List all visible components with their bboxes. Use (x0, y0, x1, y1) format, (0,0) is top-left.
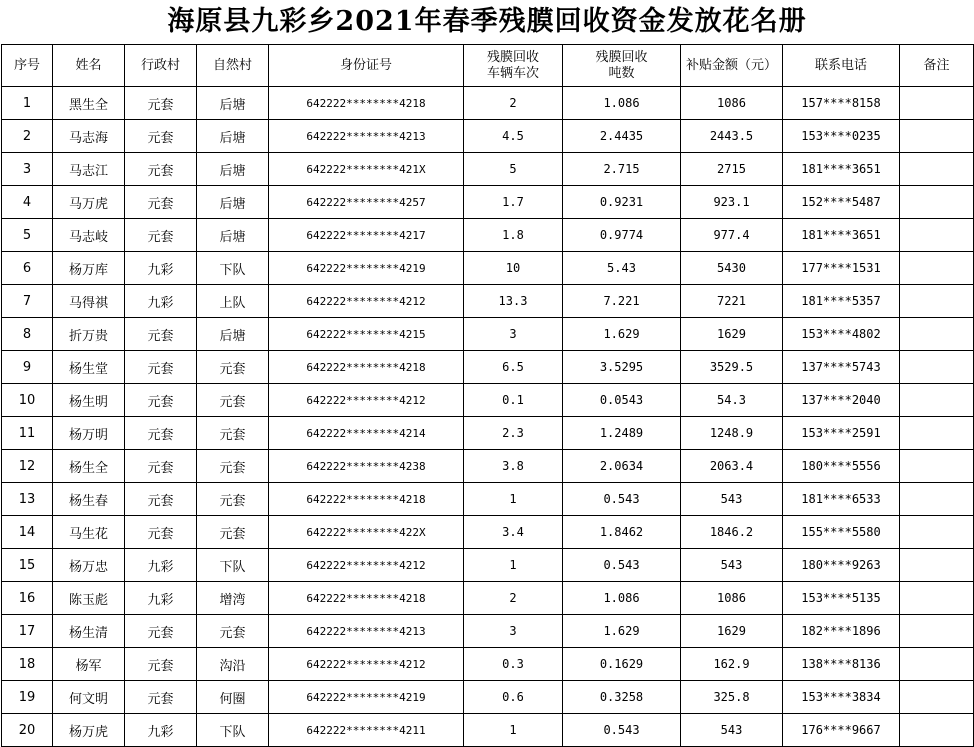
cell-natural-village: 后塘 (197, 153, 269, 186)
cell-phone: 180****5556 (783, 450, 900, 483)
cell-subsidy: 5430 (681, 252, 783, 285)
cell-subsidy: 1629 (681, 318, 783, 351)
cell-trips: 1.7 (464, 186, 563, 219)
table-row (2, 351, 974, 384)
cell-natural-village: 何圈 (197, 681, 269, 714)
cell-tons: 1.8462 (563, 516, 681, 549)
cell-phone: 152****5487 (783, 186, 900, 219)
cell-phone: 181****3651 (783, 153, 900, 186)
cell-tons: 0.3258 (563, 681, 681, 714)
cell-id-number: 642222********4218 (269, 483, 464, 516)
table-row (2, 714, 974, 747)
header-tons-line2: 吨数 (608, 65, 635, 81)
table-row (2, 450, 974, 483)
cell-trips: 3.8 (464, 450, 563, 483)
cell-name: 马志江 (53, 153, 125, 186)
cell-index: 14 (2, 516, 53, 549)
header-tons (563, 45, 681, 87)
cell-index: 13 (2, 483, 53, 516)
cell-trips: 2.3 (464, 417, 563, 450)
cell-id-number: 642222********4219 (269, 681, 464, 714)
header-subsidy: 补贴金额（元） (681, 45, 783, 87)
cell-trips: 1.8 (464, 219, 563, 252)
cell-tons: 7.221 (563, 285, 681, 318)
cell-trips: 3.4 (464, 516, 563, 549)
cell-id-number: 642222********4257 (269, 186, 464, 219)
cell-remark (900, 186, 974, 219)
cell-tons: 1.629 (563, 615, 681, 648)
cell-id-number: 642222********4215 (269, 318, 464, 351)
cell-id-number: 642222********4213 (269, 120, 464, 153)
cell-trips: 13.3 (464, 285, 563, 318)
cell-admin-village: 元套 (125, 351, 197, 384)
cell-natural-village: 后塘 (197, 87, 269, 120)
cell-name: 马万虎 (53, 186, 125, 219)
table-row (2, 252, 974, 285)
cell-subsidy: 325.8 (681, 681, 783, 714)
cell-id-number: 642222********4214 (269, 417, 464, 450)
cell-name: 何文明 (53, 681, 125, 714)
cell-remark (900, 351, 974, 384)
cell-index: 19 (2, 681, 53, 714)
cell-trips: 2 (464, 582, 563, 615)
cell-index: 11 (2, 417, 53, 450)
cell-id-number: 642222********4218 (269, 351, 464, 384)
cell-natural-village: 下队 (197, 549, 269, 582)
cell-phone: 181****3651 (783, 219, 900, 252)
cell-id-number: 642222********422X (269, 516, 464, 549)
cell-tons: 0.9774 (563, 219, 681, 252)
cell-subsidy: 2443.5 (681, 120, 783, 153)
cell-natural-village: 元套 (197, 417, 269, 450)
table-row (2, 549, 974, 582)
cell-id-number: 642222********421X (269, 153, 464, 186)
header-tons-line1: 残膜回收 (595, 49, 648, 65)
cell-index: 20 (2, 714, 53, 747)
header-admin-village: 行政村 (125, 45, 197, 87)
cell-remark (900, 285, 974, 318)
cell-trips: 5 (464, 153, 563, 186)
cell-remark (900, 648, 974, 681)
cell-admin-village: 元套 (125, 615, 197, 648)
header-trips-line2: 车辆车次 (486, 65, 539, 81)
cell-admin-village: 九彩 (125, 252, 197, 285)
cell-remark (900, 318, 974, 351)
cell-trips: 0.6 (464, 681, 563, 714)
cell-name: 杨生春 (53, 483, 125, 516)
cell-name: 杨万明 (53, 417, 125, 450)
table-row (2, 516, 974, 549)
cell-subsidy: 543 (681, 549, 783, 582)
table-row (2, 582, 974, 615)
cell-trips: 10 (464, 252, 563, 285)
cell-remark (900, 483, 974, 516)
cell-natural-village: 后塘 (197, 318, 269, 351)
cell-tons: 1.086 (563, 582, 681, 615)
cell-remark (900, 582, 974, 615)
cell-name: 黑生全 (53, 87, 125, 120)
cell-natural-village: 元套 (197, 615, 269, 648)
cell-trips: 4.5 (464, 120, 563, 153)
cell-index: 4 (2, 186, 53, 219)
cell-phone: 181****5357 (783, 285, 900, 318)
cell-subsidy: 1086 (681, 87, 783, 120)
cell-subsidy: 543 (681, 714, 783, 747)
cell-trips: 0.3 (464, 648, 563, 681)
header-trips (464, 45, 563, 87)
cell-admin-village: 元套 (125, 318, 197, 351)
cell-subsidy: 3529.5 (681, 351, 783, 384)
cell-natural-village: 元套 (197, 450, 269, 483)
cell-name: 杨万忠 (53, 549, 125, 582)
table-body (2, 87, 974, 747)
cell-id-number: 642222********4212 (269, 549, 464, 582)
cell-tons: 0.9231 (563, 186, 681, 219)
cell-index: 1 (2, 87, 53, 120)
cell-phone: 137****2040 (783, 384, 900, 417)
header-phone: 联系电话 (783, 45, 900, 87)
cell-tons: 1.2489 (563, 417, 681, 450)
cell-id-number: 642222********4218 (269, 87, 464, 120)
cell-admin-village: 元套 (125, 516, 197, 549)
cell-id-number: 642222********4238 (269, 450, 464, 483)
cell-trips: 1 (464, 549, 563, 582)
cell-phone: 176****9667 (783, 714, 900, 747)
cell-admin-village: 元套 (125, 384, 197, 417)
cell-remark (900, 615, 974, 648)
table-row (2, 384, 974, 417)
cell-tons: 2.0634 (563, 450, 681, 483)
cell-admin-village: 九彩 (125, 714, 197, 747)
header-name: 姓名 (53, 45, 125, 87)
cell-subsidy: 1846.2 (681, 516, 783, 549)
table-row (2, 615, 974, 648)
cell-admin-village: 元套 (125, 417, 197, 450)
cell-natural-village: 后塘 (197, 120, 269, 153)
table-row (2, 483, 974, 516)
cell-subsidy: 2063.4 (681, 450, 783, 483)
cell-tons: 0.1629 (563, 648, 681, 681)
cell-name: 杨生全 (53, 450, 125, 483)
cell-natural-village: 沟沿 (197, 648, 269, 681)
cell-name: 杨万虎 (53, 714, 125, 747)
table-row (2, 681, 974, 714)
cell-tons: 1.629 (563, 318, 681, 351)
cell-subsidy: 1248.9 (681, 417, 783, 450)
cell-admin-village: 元套 (125, 483, 197, 516)
cell-natural-village: 上队 (197, 285, 269, 318)
cell-admin-village: 元套 (125, 87, 197, 120)
cell-name: 杨生清 (53, 615, 125, 648)
cell-trips: 0.1 (464, 384, 563, 417)
cell-remark (900, 120, 974, 153)
cell-admin-village: 九彩 (125, 582, 197, 615)
cell-name: 杨万库 (53, 252, 125, 285)
cell-id-number: 642222********4211 (269, 714, 464, 747)
cell-tons: 0.543 (563, 483, 681, 516)
table-row (2, 120, 974, 153)
cell-natural-village: 增湾 (197, 582, 269, 615)
cell-tons: 1.086 (563, 87, 681, 120)
cell-remark (900, 549, 974, 582)
cell-name: 马得祺 (53, 285, 125, 318)
cell-tons: 0.543 (563, 549, 681, 582)
cell-index: 3 (2, 153, 53, 186)
cell-tons: 0.0543 (563, 384, 681, 417)
table-row (2, 318, 974, 351)
cell-trips: 3 (464, 615, 563, 648)
cell-remark (900, 384, 974, 417)
cell-name: 陈玉彪 (53, 582, 125, 615)
cell-phone: 153****2591 (783, 417, 900, 450)
cell-subsidy: 2715 (681, 153, 783, 186)
cell-natural-village: 后塘 (197, 186, 269, 219)
cell-tons: 0.543 (563, 714, 681, 747)
cell-tons: 2.4435 (563, 120, 681, 153)
cell-phone: 153****4802 (783, 318, 900, 351)
cell-trips: 2 (464, 87, 563, 120)
cell-phone: 155****5580 (783, 516, 900, 549)
cell-admin-village: 九彩 (125, 285, 197, 318)
cell-id-number: 642222********4212 (269, 285, 464, 318)
cell-id-number: 642222********4219 (269, 252, 464, 285)
cell-trips: 1 (464, 714, 563, 747)
cell-remark (900, 681, 974, 714)
header-remark: 备注 (900, 45, 974, 87)
cell-remark (900, 417, 974, 450)
cell-natural-village: 元套 (197, 351, 269, 384)
header-row (2, 45, 974, 87)
cell-subsidy: 543 (681, 483, 783, 516)
cell-phone: 181****6533 (783, 483, 900, 516)
cell-natural-village: 下队 (197, 252, 269, 285)
cell-index: 6 (2, 252, 53, 285)
cell-admin-village: 元套 (125, 120, 197, 153)
cell-subsidy: 7221 (681, 285, 783, 318)
table-row (2, 417, 974, 450)
cell-phone: 157****8158 (783, 87, 900, 120)
table-row (2, 153, 974, 186)
table-row (2, 219, 974, 252)
cell-admin-village: 九彩 (125, 549, 197, 582)
cell-admin-village: 元套 (125, 186, 197, 219)
cell-phone: 153****3834 (783, 681, 900, 714)
cell-subsidy: 1629 (681, 615, 783, 648)
cell-name: 杨生明 (53, 384, 125, 417)
cell-index: 17 (2, 615, 53, 648)
cell-index: 18 (2, 648, 53, 681)
cell-tons: 2.715 (563, 153, 681, 186)
cell-subsidy: 1086 (681, 582, 783, 615)
cell-admin-village: 元套 (125, 450, 197, 483)
cell-phone: 177****1531 (783, 252, 900, 285)
cell-name: 马生花 (53, 516, 125, 549)
cell-natural-village: 元套 (197, 516, 269, 549)
header-index: 序号 (2, 45, 53, 87)
table-row (2, 285, 974, 318)
header-id-number: 身份证号 (269, 45, 464, 87)
cell-subsidy: 162.9 (681, 648, 783, 681)
cell-natural-village: 元套 (197, 483, 269, 516)
cell-index: 12 (2, 450, 53, 483)
cell-remark (900, 714, 974, 747)
cell-phone: 182****1896 (783, 615, 900, 648)
cell-remark (900, 87, 974, 120)
cell-remark (900, 153, 974, 186)
cell-remark (900, 516, 974, 549)
cell-name: 马志海 (53, 120, 125, 153)
cell-index: 9 (2, 351, 53, 384)
cell-index: 10 (2, 384, 53, 417)
cell-index: 8 (2, 318, 53, 351)
cell-phone: 137****5743 (783, 351, 900, 384)
cell-name: 杨生堂 (53, 351, 125, 384)
cell-index: 7 (2, 285, 53, 318)
cell-trips: 1 (464, 483, 563, 516)
cell-trips: 6.5 (464, 351, 563, 384)
header-natural-village: 自然村 (197, 45, 269, 87)
cell-natural-village: 元套 (197, 384, 269, 417)
cell-id-number: 642222********4218 (269, 582, 464, 615)
cell-index: 16 (2, 582, 53, 615)
cell-name: 折万贵 (53, 318, 125, 351)
cell-natural-village: 后塘 (197, 219, 269, 252)
cell-index: 5 (2, 219, 53, 252)
cell-phone: 153****0235 (783, 120, 900, 153)
cell-natural-village: 下队 (197, 714, 269, 747)
cell-index: 15 (2, 549, 53, 582)
cell-subsidy: 54.3 (681, 384, 783, 417)
cell-admin-village: 元套 (125, 648, 197, 681)
cell-tons: 5.43 (563, 252, 681, 285)
cell-name: 杨军 (53, 648, 125, 681)
cell-id-number: 642222********4212 (269, 648, 464, 681)
cell-phone: 153****5135 (783, 582, 900, 615)
cell-phone: 138****8136 (783, 648, 900, 681)
cell-remark (900, 450, 974, 483)
document-title: 海原县九彩乡2021年春季残膜回收资金发放花名册 (167, 6, 807, 37)
cell-subsidy: 923.1 (681, 186, 783, 219)
cell-id-number: 642222********4212 (269, 384, 464, 417)
cell-name: 马志岐 (53, 219, 125, 252)
table-row (2, 87, 974, 120)
cell-id-number: 642222********4213 (269, 615, 464, 648)
cell-index: 2 (2, 120, 53, 153)
cell-admin-village: 元套 (125, 219, 197, 252)
cell-id-number: 642222********4217 (269, 219, 464, 252)
cell-trips: 3 (464, 318, 563, 351)
roster-table (1, 44, 974, 747)
cell-admin-village: 元套 (125, 153, 197, 186)
table-row (2, 648, 974, 681)
cell-tons: 3.5295 (563, 351, 681, 384)
cell-admin-village: 元套 (125, 681, 197, 714)
header-trips-line1: 残膜回收 (486, 49, 539, 65)
cell-phone: 180****9263 (783, 549, 900, 582)
table-row (2, 186, 974, 219)
cell-remark (900, 219, 974, 252)
cell-remark (900, 252, 974, 285)
cell-subsidy: 977.4 (681, 219, 783, 252)
